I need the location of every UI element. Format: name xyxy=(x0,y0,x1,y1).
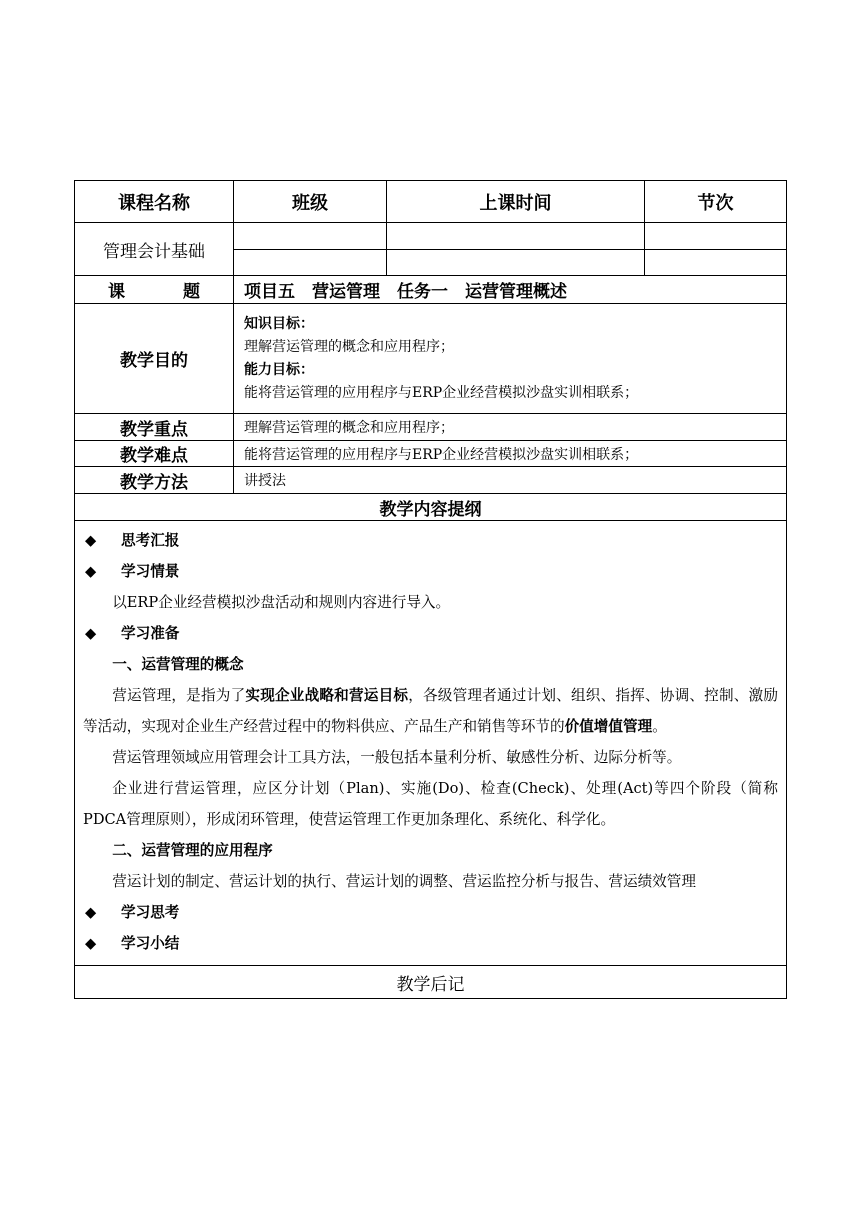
course-name-header: 课程名称 xyxy=(75,181,234,223)
outline-title: 教学内容提纲 xyxy=(75,494,787,521)
objectives-label: 教学目的 xyxy=(75,304,234,414)
class-time-cell-2 xyxy=(387,250,645,276)
topic-row xyxy=(75,276,787,304)
class-header: 班级 xyxy=(234,181,387,223)
subheading-procedure: 二、运营管理的应用程序 xyxy=(112,842,273,859)
class-cell-1 xyxy=(234,223,387,250)
lesson-plan xyxy=(74,180,786,999)
content-row xyxy=(75,521,787,966)
outline-content xyxy=(75,521,787,966)
scenario-text: 以ERP企业经营模拟沙盘活动和规则内容进行导入。 xyxy=(112,594,451,611)
bullet-item xyxy=(83,525,778,556)
paragraph-pdca: 企业进行营运管理，应区分计划（Plan)、实施(Do)、检查(Check)、处理(Act)等四个阶段（简称PDCA管理原则），形成闭环管理，使营运管理工作更加条理化、系统化、科学化。 xyxy=(83,780,778,828)
difficulty-label: 教学难点 xyxy=(75,441,234,467)
header-row xyxy=(75,181,787,223)
ability-text: 能将营运管理的应用程序与ERP企业经营模拟沙盘实训相联系； xyxy=(244,384,639,401)
objectives-row xyxy=(75,304,787,414)
teaching-postscript: 教学后记 xyxy=(75,966,787,999)
class-cell-2 xyxy=(234,250,387,276)
period-cell-1 xyxy=(645,223,787,250)
course-row-1 xyxy=(75,223,787,250)
difficulty-row xyxy=(75,441,787,467)
ability-title: 能力目标： xyxy=(244,361,314,378)
bullet-reflection-report: 思考汇报 xyxy=(121,532,180,549)
bullet-item xyxy=(83,618,778,649)
diamond-bullet-icon: ◆ xyxy=(85,563,97,580)
bullet-learning-scenario: 学习情景 xyxy=(121,563,180,580)
diamond-bullet-icon: ◆ xyxy=(85,935,97,952)
difficulty-value: 能将营运管理的应用程序与ERP企业经营模拟沙盘实训相联系； xyxy=(234,441,787,467)
bullet-learning-reflection: 学习思考 xyxy=(121,904,180,921)
topic-label: 课 题 xyxy=(75,276,234,304)
bullet-item xyxy=(83,928,778,959)
key-point-label: 教学重点 xyxy=(75,414,234,441)
paragraph-text: 营运管理，是指为了 xyxy=(112,687,246,704)
paragraph-text: 。 xyxy=(652,718,667,735)
objectives-content xyxy=(234,304,787,414)
diamond-bullet-icon: ◆ xyxy=(85,904,97,921)
emphasis-text: 实现企业战略和营运目标 xyxy=(245,687,409,704)
key-point-row xyxy=(75,414,787,441)
footer-row xyxy=(75,966,787,999)
bullet-learning-preparation: 学习准备 xyxy=(121,625,180,642)
diamond-bullet-icon: ◆ xyxy=(85,532,97,549)
class-time-header: 上课时间 xyxy=(387,181,645,223)
bullet-learning-summary: 学习小结 xyxy=(121,935,180,952)
outline-title-row xyxy=(75,494,787,521)
method-value: 讲授法 xyxy=(234,467,787,494)
topic-value: 项目五 营运管理 任务一 运营管理概述 xyxy=(234,276,787,304)
period-cell-2 xyxy=(645,250,787,276)
bullet-item xyxy=(83,897,778,928)
method-row xyxy=(75,467,787,494)
lesson-plan-table xyxy=(74,180,787,999)
key-point-value: 理解营运管理的概念和应用程序； xyxy=(234,414,787,441)
course-value: 管理会计基础 xyxy=(75,223,234,276)
period-header: 节次 xyxy=(645,181,787,223)
paragraph-text: ，各级管理者通过计划、组织、指挥、协调、控制、激励等活动，实现对企业生产经营过程中的物料供应、产品生产和销售等环节的 xyxy=(83,687,778,735)
knowledge-text: 理解营运管理的概念和应用程序； xyxy=(244,338,454,355)
method-label: 教学方法 xyxy=(75,467,234,494)
paragraph-tools: 营运管理领域应用管理会计工具方法，一般包括本量利分析、敏感性分析、边际分析等。 xyxy=(112,749,682,766)
bullet-item xyxy=(83,556,778,587)
subheading-concept: 一、运营管理的概念 xyxy=(112,656,244,673)
knowledge-title: 知识目标： xyxy=(244,315,314,332)
diamond-bullet-icon: ◆ xyxy=(85,625,97,642)
emphasis-text: 价值增值管理 xyxy=(564,718,653,735)
paragraph-concept xyxy=(83,680,778,742)
paragraph-procedure: 营运计划的制定、营运计划的执行、营运计划的调整、营运监控分析与报告、营运绩效管理 xyxy=(112,873,696,890)
class-time-cell-1 xyxy=(387,223,645,250)
